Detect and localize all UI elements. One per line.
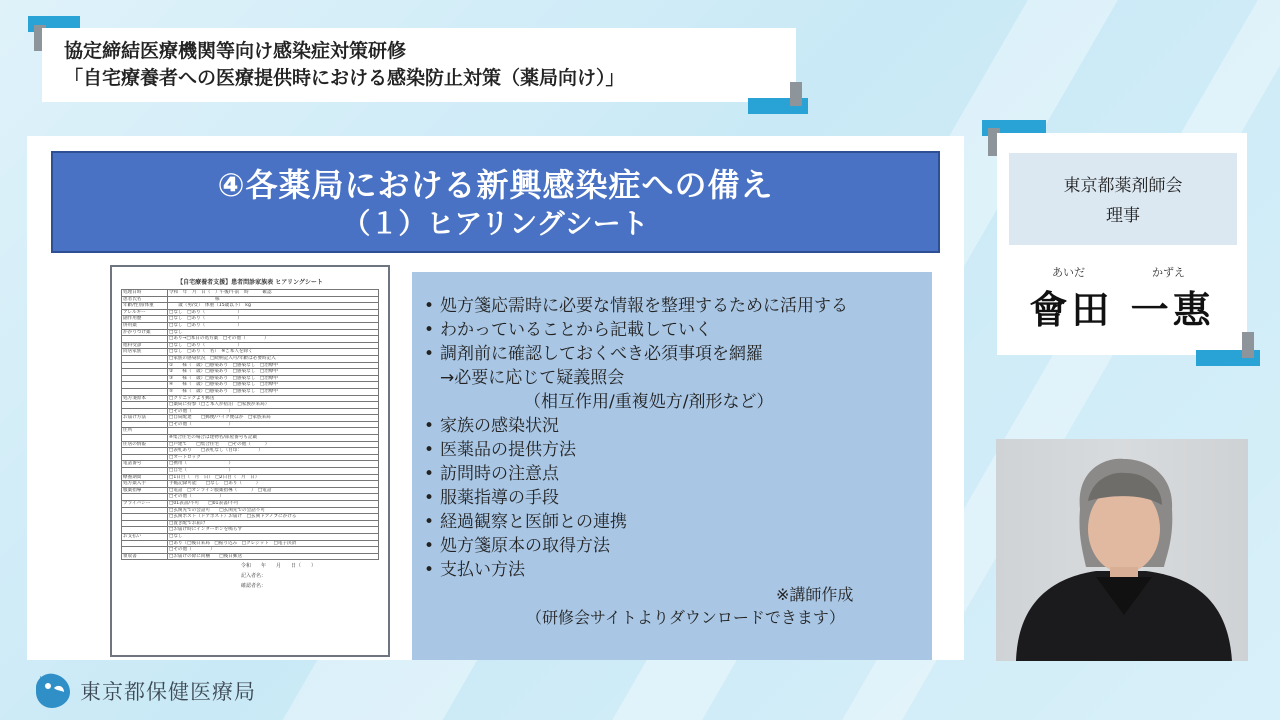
hearing-sheet-row-value: □玄関先での会話可 □玄関先での会話不可 bbox=[168, 507, 379, 514]
hearing-sheet-row-value: □なし □あり（ ） bbox=[168, 309, 379, 316]
bullet-text: 処方箋応需時に必要な情報を整理するために活用する bbox=[440, 296, 848, 316]
title-line-1: 協定締結医療機関等向け感染症対策研修 bbox=[64, 40, 407, 62]
hearing-sheet-row-value: ④ 様（ 歳）□感染あり □感染なし □治療中 bbox=[168, 382, 379, 389]
bullet-text: 調剤前に確認しておくべき必須事項を網羅 bbox=[440, 344, 763, 364]
bullet-item: • 支払い方法 bbox=[424, 560, 525, 580]
hearing-sheet-row bbox=[122, 342, 379, 349]
hearing-sheet-row bbox=[122, 375, 379, 382]
hearing-sheet-row-label: かかりつけ薬 bbox=[122, 329, 168, 336]
bullet-text: わかっていることから記載していく bbox=[440, 320, 712, 340]
hearing-sheet-row-label bbox=[122, 388, 168, 395]
speaker-accent-gray-2 bbox=[1242, 332, 1254, 358]
hearing-sheet-row-value: □戸建て □集合住宅 □その他（ ） bbox=[168, 441, 379, 448]
hearing-sheet-row-label bbox=[122, 402, 168, 409]
hearing-sheet-row-label bbox=[122, 362, 168, 369]
speaker-organization: 東京都薬剤師会 bbox=[1063, 176, 1183, 196]
hearing-sheet-row bbox=[122, 395, 379, 402]
hearing-sheet-row-label: 同居家族 bbox=[122, 349, 168, 356]
hearing-sheet-row bbox=[122, 421, 379, 428]
bullet-item: • 処方箋原本の取得方法 bbox=[424, 536, 610, 556]
hearing-sheet-row-value: ② 様（ 歳）□感染あり □感染なし □治療中 bbox=[168, 369, 379, 376]
hearing-sheet-row-label bbox=[122, 448, 168, 455]
hearing-sheet-row bbox=[122, 441, 379, 448]
hearing-sheet-row-value: □自局配達 □郵便/バイク便ほか □家族来局 bbox=[168, 415, 379, 422]
hearing-sheet-row bbox=[122, 402, 379, 409]
hearing-sheet-row-value: □なし □あり（ ） bbox=[168, 316, 379, 323]
bullet-continuation: →必要に応じて疑義照会 bbox=[440, 368, 625, 388]
hearing-sheet-row-value: ⑤ 様（ 歳）□感染あり □感染なし □治療中 bbox=[168, 388, 379, 395]
hearing-sheet-row-label bbox=[122, 540, 168, 547]
hearing-sheet-row-value: □なし □あり（ ） bbox=[168, 342, 379, 349]
hearing-sheet-row-value: ※集合住宅の場合は建物名/部屋番号も記載 bbox=[168, 435, 379, 442]
hearing-sheet-row bbox=[122, 540, 379, 547]
author-note: ※講師作成 bbox=[776, 585, 854, 604]
hearing-sheet-row-label bbox=[122, 421, 168, 428]
hearing-sheet-row bbox=[122, 487, 379, 494]
hearing-sheet-row-value: ③ 様（ 歳）□感染あり □感染なし □治療中 bbox=[168, 375, 379, 382]
hearing-sheet-row-value: □01表書/不可 □01表書/不可 bbox=[168, 501, 379, 508]
hearing-sheet-row-value: □その他（ ） bbox=[168, 408, 379, 415]
points-panel bbox=[412, 272, 932, 660]
hearing-sheet-row bbox=[122, 349, 379, 356]
hearing-sheet-row-value: □なし bbox=[168, 329, 379, 336]
hearing-sheet-row bbox=[122, 316, 379, 323]
hearing-sheet-row-value: □あり（□後日来局 □振り込み □クレジット □電子決済 bbox=[168, 540, 379, 547]
title-line-2: 「自宅療養者への医療提供時における感染防止対策（薬局向け）」 bbox=[64, 67, 625, 89]
slide-title: ④各薬局における新興感染症への備え bbox=[217, 166, 774, 204]
hearing-sheet-row-label bbox=[122, 494, 168, 501]
hearing-sheet-row-label: 年齢/性別/体重 bbox=[122, 303, 168, 310]
hearing-sheet-row-label: 処理日時 bbox=[122, 290, 168, 297]
hearing-sheet-row-label bbox=[122, 408, 168, 415]
hearing-sheet-row-value: □あり→□本日の処方薬 □その他（ ） bbox=[168, 336, 379, 343]
hearing-sheet-row-label bbox=[122, 547, 168, 554]
speaker-card bbox=[997, 133, 1247, 355]
hearing-sheet-row bbox=[122, 501, 379, 508]
hearing-sheet-row-label: お届け方法 bbox=[122, 415, 168, 422]
slide-subtitle: （１）ヒアリングシート bbox=[342, 207, 649, 240]
affiliation-box bbox=[1009, 153, 1237, 245]
hearing-sheet-row-label: 患者氏名 bbox=[122, 296, 168, 303]
footer-logo-text: 東京都保健医療局 bbox=[80, 680, 256, 704]
hearing-sheet-row bbox=[122, 290, 379, 297]
hearing-sheet-row-value: □自宅（ ） bbox=[168, 468, 379, 475]
tokyo-health-bureau-logo-icon bbox=[32, 670, 74, 710]
hearing-sheet-row bbox=[122, 481, 379, 488]
hearing-sheet-row-label: 領収書 bbox=[122, 553, 168, 560]
hearing-sheet-row-label: 処方薬入手 bbox=[122, 481, 168, 488]
hearing-sheet-row bbox=[122, 415, 379, 422]
speaker-video-person bbox=[996, 439, 1248, 661]
hearing-sheet-row bbox=[122, 514, 379, 521]
hearing-sheet-row-value: □お届けの際に同梱 □後日郵送 bbox=[168, 553, 379, 560]
hearing-sheet-row-value: □薬局に持参（□ご本人が宿泊 □家族が来局） bbox=[168, 402, 379, 409]
hearing-sheet-row-label: 副作用歴 bbox=[122, 316, 168, 323]
hearing-sheet-row bbox=[122, 520, 379, 527]
hearing-sheet-row-label bbox=[122, 527, 168, 534]
hearing-sheet-row bbox=[122, 362, 379, 369]
hearing-sheet-row-label: お支払い bbox=[122, 533, 168, 540]
bullet-item: • 服薬指導の手段 bbox=[424, 488, 559, 508]
bullet-text: 家族の感染状況 bbox=[440, 416, 559, 436]
hearing-sheet-row-value: □なし □あり（ 名） ※ご本人を除く bbox=[168, 349, 379, 356]
hearing-sheet-row-label bbox=[122, 382, 168, 389]
furigana-family: あいだ bbox=[1052, 266, 1085, 279]
hearing-sheet-row-value: 様 bbox=[168, 296, 379, 303]
hearing-sheet-row bbox=[122, 553, 379, 560]
hearing-sheet-row bbox=[122, 507, 379, 514]
hearing-sheet-row-value: □表札あり □表札なし（目印： ） bbox=[168, 448, 379, 455]
hearing-sheet-title: 【自宅療養者支援】患者問診家族表 ヒアリングシート bbox=[177, 279, 323, 286]
hearing-sheet-row bbox=[122, 369, 379, 376]
hearing-sheet-date: 令和 年 月 日（ ） bbox=[241, 563, 317, 570]
hearing-sheet-row-value: □その他（ ） bbox=[168, 421, 379, 428]
bullet-item: • 訪問時の注意点 bbox=[424, 464, 559, 484]
hearing-sheet-checker: 確認者名： bbox=[241, 583, 267, 590]
hearing-sheet-row bbox=[122, 527, 379, 534]
title-box bbox=[42, 28, 796, 102]
hearing-sheet-row bbox=[122, 448, 379, 455]
hearing-sheet-row-value: □クリニックより郵送 bbox=[168, 395, 379, 402]
hearing-sheet-row-value: □家族の感染状況 □続柄記入可/年齢は必要時記入 bbox=[168, 355, 379, 362]
hearing-sheet-row-label: 処方箋原本 bbox=[122, 395, 168, 402]
hearing-sheet-row-label: アレルギー bbox=[122, 309, 168, 316]
bullet-item: • 医薬品の提供方法 bbox=[424, 440, 576, 460]
hearing-sheet-row-label: 服薬指導 bbox=[122, 487, 168, 494]
hearing-sheet-row bbox=[122, 461, 379, 468]
hearing-sheet-row-label: 他科受診 bbox=[122, 342, 168, 349]
hearing-sheet-writer: 記入者名： bbox=[241, 573, 267, 580]
bullet-item: • 調剤前に確認しておくべき必須事項を網羅 bbox=[424, 344, 763, 364]
furigana-given: かずえ bbox=[1152, 266, 1185, 279]
speaker-video bbox=[996, 439, 1248, 661]
hearing-sheet-row bbox=[122, 435, 379, 442]
hearing-sheet-row bbox=[122, 303, 379, 310]
hearing-sheet-row bbox=[122, 322, 379, 329]
hearing-sheet-row-label: 住居の情報 bbox=[122, 441, 168, 448]
hearing-sheet-row-label bbox=[122, 369, 168, 376]
hearing-sheet-row-value: □オートロック bbox=[168, 454, 379, 461]
hearing-sheet-row-value: □1日目（ 月 日） □2日目（ 月 日） bbox=[168, 474, 379, 481]
title-accent-gray-2 bbox=[790, 82, 802, 106]
hearing-sheet-row-label: 電話番号 bbox=[122, 461, 168, 468]
bullet-text: 処方箋原本の取得方法 bbox=[440, 536, 610, 556]
hearing-sheet-row-value: □電話 □オンライン服薬指導（ ） □電話 bbox=[168, 487, 379, 494]
bullet-text: 医薬品の提供方法 bbox=[440, 440, 576, 460]
hearing-sheet-row-value: □その他（ ） bbox=[168, 494, 379, 501]
slide-header bbox=[51, 151, 940, 253]
hearing-sheet-row-value: 歳（男/女） 体重（15歳以下） kg bbox=[168, 303, 379, 310]
bullet-text: 服薬指導の手段 bbox=[440, 488, 559, 508]
hearing-sheet-row-label: 併用薬 bbox=[122, 322, 168, 329]
hearing-sheet-row bbox=[122, 468, 379, 475]
hearing-sheet-row-value: □なし bbox=[168, 533, 379, 540]
bullet-continuation: （相互作用/重複処方/剤形など） bbox=[524, 392, 774, 412]
hearing-sheet-row bbox=[122, 388, 379, 395]
bullet-item: • 経過観察と医師との連携 bbox=[424, 512, 627, 532]
hearing-sheet-row-label bbox=[122, 375, 168, 382]
hearing-sheet-row bbox=[122, 408, 379, 415]
hearing-sheet-row-value bbox=[168, 428, 379, 435]
hearing-sheet-row bbox=[122, 454, 379, 461]
hearing-sheet-row-value: □置き配でお届け bbox=[168, 520, 379, 527]
hearing-sheet-row-value: ① 様（ 歳）□感染あり □感染なし □治療中 bbox=[168, 362, 379, 369]
background-stripe bbox=[283, 660, 478, 720]
hearing-sheet-row bbox=[122, 533, 379, 540]
hearing-sheet-row bbox=[122, 329, 379, 336]
bullet-item: • わかっていることから記載していく bbox=[424, 320, 712, 340]
hearing-sheet-row-label bbox=[122, 336, 168, 343]
hearing-sheet-row-label: 療養期間 bbox=[122, 474, 168, 481]
hearing-sheet-row bbox=[122, 547, 379, 554]
hearing-sheet-row-label: 住所 bbox=[122, 428, 168, 435]
hearing-sheet-row-value: □お届け時にインターホンを鳴らす bbox=[168, 527, 379, 534]
hearing-sheet-row-value: □携帯（ ） bbox=[168, 461, 379, 468]
bullet-text: 訪問時の注意点 bbox=[440, 464, 559, 484]
hearing-sheet-row bbox=[122, 336, 379, 343]
hearing-sheet-row bbox=[122, 474, 379, 481]
hearing-sheet-table bbox=[121, 289, 379, 560]
bullet-text: 支払い方法 bbox=[440, 560, 525, 580]
bullet-text: 経過観察と医師との連携 bbox=[440, 512, 627, 532]
hearing-sheet-row-label bbox=[122, 435, 168, 442]
hearing-sheet-row-value: □その他（ ） bbox=[168, 547, 379, 554]
hearing-sheet-row-label: プライバシー bbox=[122, 501, 168, 508]
hearing-sheet-row-value: □なし □あり（ ） bbox=[168, 322, 379, 329]
hearing-sheet-row-value: 手帳記録可能 □なし □あり（ ） bbox=[168, 481, 379, 488]
hearing-sheet-row-value: 令和 年 月 日（ ）午後/午前 時 確認 bbox=[168, 290, 379, 297]
hearing-sheet-row bbox=[122, 494, 379, 501]
hearing-sheet-row-label bbox=[122, 454, 168, 461]
bullet-item: • 家族の感染状況 bbox=[424, 416, 559, 436]
download-note: （研修会サイトよりダウンロードできます） bbox=[526, 608, 845, 627]
hearing-sheet-row-label bbox=[122, 507, 168, 514]
speaker-role: 理事 bbox=[1106, 206, 1140, 226]
hearing-sheet-row-label bbox=[122, 514, 168, 521]
hearing-sheet-row-label bbox=[122, 355, 168, 362]
hearing-sheet-row bbox=[122, 296, 379, 303]
hearing-sheet-row-value: □玄関ポスト（ドアポスト）お届け □玄関ドアノブにかける bbox=[168, 514, 379, 521]
slide bbox=[27, 136, 964, 660]
speaker-name: 會田 一惠 bbox=[1029, 287, 1215, 332]
hearing-sheet-row-label bbox=[122, 520, 168, 527]
hearing-sheet-row bbox=[122, 355, 379, 362]
hearing-sheet-row-label bbox=[122, 468, 168, 475]
hearing-sheet-row bbox=[122, 428, 379, 435]
hearing-sheet-image bbox=[110, 265, 390, 657]
hearing-sheet-row bbox=[122, 309, 379, 316]
bullet-item: • 処方箋応需時に必要な情報を整理するために活用する bbox=[424, 296, 848, 316]
hearing-sheet-row bbox=[122, 382, 379, 389]
